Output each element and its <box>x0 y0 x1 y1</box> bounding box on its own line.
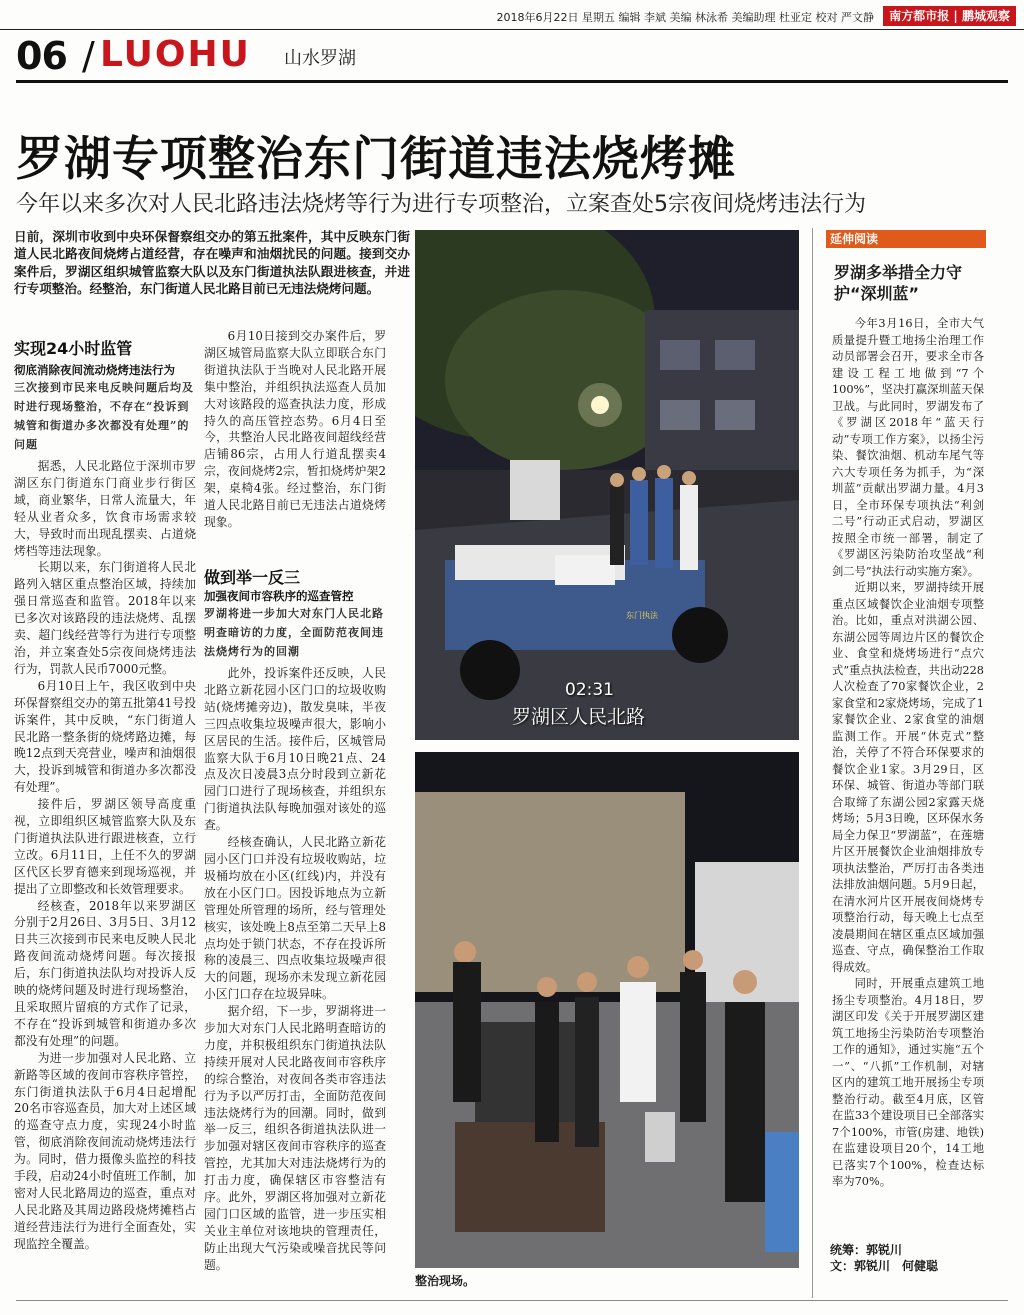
photo-location-overlay: 罗湖区人民北路 <box>512 706 646 728</box>
paragraph: 经核查确认，人民北路立新花园小区门口并没有垃圾收购站，垃圾桶均放在小区(红线)内，并没有放在小区门口。因投诉地点为立新管理处所管理的场所，经与管理处核实，该处晚上8点至第二天早上8点均处于锁门状态，不存在投诉所称的凌晨三、四点收集垃圾噪声很大的问题，现场亦未发现立新花园小区门口存在垃圾异味。 <box>204 835 386 1002</box>
sidebar-paragraph: 今年3月16日，全市大气质量提升暨工地扬尘治理工作动员部署会召开，要求全市各建设工程工地做到“7个100%”，坚决打赢深圳蓝天保卫战。与此同时，罗湖发布了《罗湖区2018年“蓝天行动”专项工作方案》，以扬尘污染、餐饮油烟、机动车尾气等六大专项任务为抓手，为“深圳蓝”贡献出罗湖力量。4月3日，全市环保专项执法“利剑二号”行动正式启动，罗湖区按照全市统一部署，制定了《罗湖区污染防治攻坚战“利剑二号”执法行动实施方案》。 <box>832 317 984 578</box>
photo-enforcement-scene <box>415 752 799 1268</box>
article-headline: 罗湖专项整治东门街道违法烧烤摊 <box>16 132 736 187</box>
article-lead: 日前，深圳市收到中央环保督察组交办的第五批案件，其中反映东门街道人民北路夜间烧烤占道经营，存在噪声和油烟扰民的问题。接到交办案件后，罗湖区组织城管监察大队以及东门街道执法队跟进核查，并进行专项整治。经整治，东门街道人民北路目前已无违法烧烤问题。 <box>14 229 410 296</box>
sidebar-paragraph: 同时，开展重点建筑工地扬尘专项整治。4月18日，罗湖区印发《关于开展罗湖区建筑工地扬尘污染防治专项整治工作的通知》，通过实施“五个一”、“八抓”工作机制，对辖区内的建筑工地开展扬尘专项整治行动。截至4月底，区管在监33个建设项目已全部落实7个100%，市管(房建、地铁)在监建设项目20个，14工地已落实7个100%，检查达标率为70%。 <box>832 977 984 1188</box>
paragraph: 据悉，人民北路位于深圳市罗湖区东门街道东门商业步行街区域，商业繁华，日常人流量大，年轻从业者众多，饮食市场需求较大，导致时而出现乱摆卖、占道烧烤档等违法现象。 <box>14 459 196 558</box>
paragraph: 经核查，2018年以来罗湖区分别于2月26日、3月5日、3月12日共三次接到市民来电反映人民北路夜间流动烧烤问题。每次接报后，东门街道执法队均对投诉人反映的烧烤问题及时进行现场整治，且采取照片留痕的方式作了记录，不存在“投诉到城管和街道办多次都没有处理”的问题。 <box>14 898 196 1048</box>
footer-rule <box>16 1300 1008 1301</box>
section-name-chinese: 山水罗湖 <box>284 48 356 69</box>
page-slash-divider: / <box>82 34 95 78</box>
sidebar-label: 延伸阅读 <box>826 230 986 248</box>
top-info-bar <box>0 0 1024 30</box>
paragraph: 为进一步加强对人民北路、立新路等区域的夜间市容秩序管控，东门街道执法队于6月4日起增配20名市容巡查员，加大对上述区域的巡查守点力度，实现24小时监管，彻底消除夜间流动烧烤违法行为。同时，借力摄像头监控的科技手段，启动24小时值班工作制，加密对人民北路周边的巡查，重点对人民北路及其周边路段烧烤摊档占道经营违法行为进行全面查处，实现监控全覆盖。 <box>14 1050 196 1251</box>
credit-coordinator: 统筹：郭锐川 <box>830 1243 903 1257</box>
paragraph: 此外，投诉案件还反映，人民北路立新花园小区门口的垃圾收购站(烧烤摊旁边)，散发臭味，半夜三四点收集垃圾噪声很大，影响小区居民的生活。接件后，区城管局监察大队于6月10日晚21点、24点及次日凌晨3点分时段到立新花园门口进行了现场核查，并组织东门街道执法队每晚加强对该处的巡查。 <box>204 666 386 833</box>
night-street-illustration <box>415 230 799 740</box>
sidebar-body <box>832 316 984 1191</box>
section-subtitle-follow-up: 加强夜间市容秩序的巡查管控 <box>204 589 354 603</box>
enforcement-scene-illustration <box>415 752 799 1268</box>
photo-timestamp: 02:31 <box>565 680 614 700</box>
article-subhead: 今年以来多次对人民北路违法烧烤等行为进行专项整治，立案查处5宗夜间烧烤违法行为 <box>16 192 866 217</box>
pull-quote-1: 三次接到市民来电反映问题后均及时进行现场整治，不存在“投诉到城管和街道办多次都没有处理”的问题 <box>14 381 194 451</box>
issue-meta: 2018年6月22日 星期五 编辑 李斌 美编 林泳希 美编助理 杜亚定 校对 严文静 <box>496 11 874 24</box>
article-column-3 <box>204 665 386 1274</box>
paragraph: 6月10日上午，我区收到中央环保督察组交办的第五批第41号投诉案件，其中反映，“东门街道人民北路一整条街的烧烤路边摊，每晚12点到天亮营业，噪声和油烟很大，投诉到城管和街道办多次都没有处理”。 <box>14 678 196 795</box>
section-title-follow-up: 做到举一反三 <box>204 568 301 587</box>
credits <box>830 1242 938 1274</box>
section-name: LUOHU <box>100 34 251 75</box>
sidebar-title: 罗湖多举措全力守护“深圳蓝” <box>834 263 963 303</box>
paragraph: 6月10日接到交办案件后，罗湖区城管局监察大队立即联合东门街道执法队于当晚对人民北路开展集中整治，并组织执法巡查人员加大对该路段的巡查执法力度，形成持久的高压管控态势。6月4日至今，共整治人民北路夜间超线经营店铺86宗，占用人行道乱摆卖4宗，夜间烧烤2宗，暂扣烧烤炉架2架，桌椅4张。经过整治，东门街道人民北路目前已无违法占道烧烤现象。 <box>204 329 386 529</box>
page-number: 06 <box>16 34 67 78</box>
article-column-1 <box>14 458 196 1253</box>
credit-writers: 文：郭锐川 何健聪 <box>830 1259 939 1273</box>
paragraph: 据介绍，下一步，罗湖将进一步加大对东门人民北路明查暗访的力度，并积极组织东门街道执法队持续开展对人民北路夜间市容秩序的综合整治，对夜间各类市容违法行为予以严厉打击，全面防范夜间违法烧烤行为的回潮。同时，做到举一反三，组织各街道执法队进一步加强对辖区夜间市容秩序的巡查管控，尤其加大对违法烧烤行为的打击力度，确保辖区市容整洁有序。此外，罗湖区将加强对立新花园门口区域的监管，进一步压实相关业主单位对该地块的管理责任，防止出现大气污染或噪音扰民等问题。 <box>204 1004 386 1272</box>
newspaper-logo: 南方都市报 | 鹏城观察 <box>883 6 1016 26</box>
section-title-24h: 实现24小时监管 <box>14 339 133 358</box>
paragraph: 长期以来，东门街道将人民北路列入辖区重点整治区域，持续加强日常巡查和监管。2018年以来已多次对该路段的违法烧烤、乱摆卖、超门线经营等行为进行专项整治，并立案查处5宗夜间烧烤违法行为，罚款人民币7000元整。 <box>14 560 196 676</box>
section-subtitle-24h: 彻底消除夜间流动烧烤违法行为 <box>14 363 175 377</box>
photo-night-street <box>415 230 799 740</box>
header-rule <box>16 80 1008 83</box>
photo-caption: 整治现场。 <box>415 1274 476 1288</box>
sidebar-paragraph: 近期以来，罗湖持续开展重点区域餐饮企业油烟专项整治。比如，重点对洪湖公园、东湖公园等周边片区的餐饮企业、食堂和烧烤场进行“点穴式”重点执法检查，共出动228人次检查了70家餐饮企业，2家食堂和2家烧烤场，完成了1家餐饮企业、2家食堂的油烟监测工作。开展“休克式”整治，关停了不符合环保要求的餐饮企业1家。3月29日，区环保、城管、街道办等部门联合取缔了东湖公园2家露天烧烤场；5月3日晚，区环保水务局全力保卫“罗湖蓝”，在莲塘片区开展餐饮企业油烟排放专项执法整治，严厉打击各类违法排放油烟问题。5月9日起，在清水河片区开展夜间烧烤专项整治行动，每天晚上七点至凌晨期间在辖区重点区域加强巡查、守点，确保整治工作取得成效。 <box>832 581 984 974</box>
pull-quote-2: 罗湖将进一步加大对东门人民北路明查暗访的力度，全面防范夜间违法烧烤行为的回潮 <box>204 607 384 658</box>
vendor-sign: 东门执法 <box>626 611 658 620</box>
article-column-2 <box>204 328 386 531</box>
sidebar-divider <box>812 228 813 1298</box>
paragraph: 接件后，罗湖区领导高度重视，立即组织区城管监察大队及东门街道执法队进行跟进核查，立行立改。6月11日，上任不久的罗湖区代区长罗育德来到现场巡视，并提出了立即整改和长效管理要求。 <box>14 797 196 896</box>
